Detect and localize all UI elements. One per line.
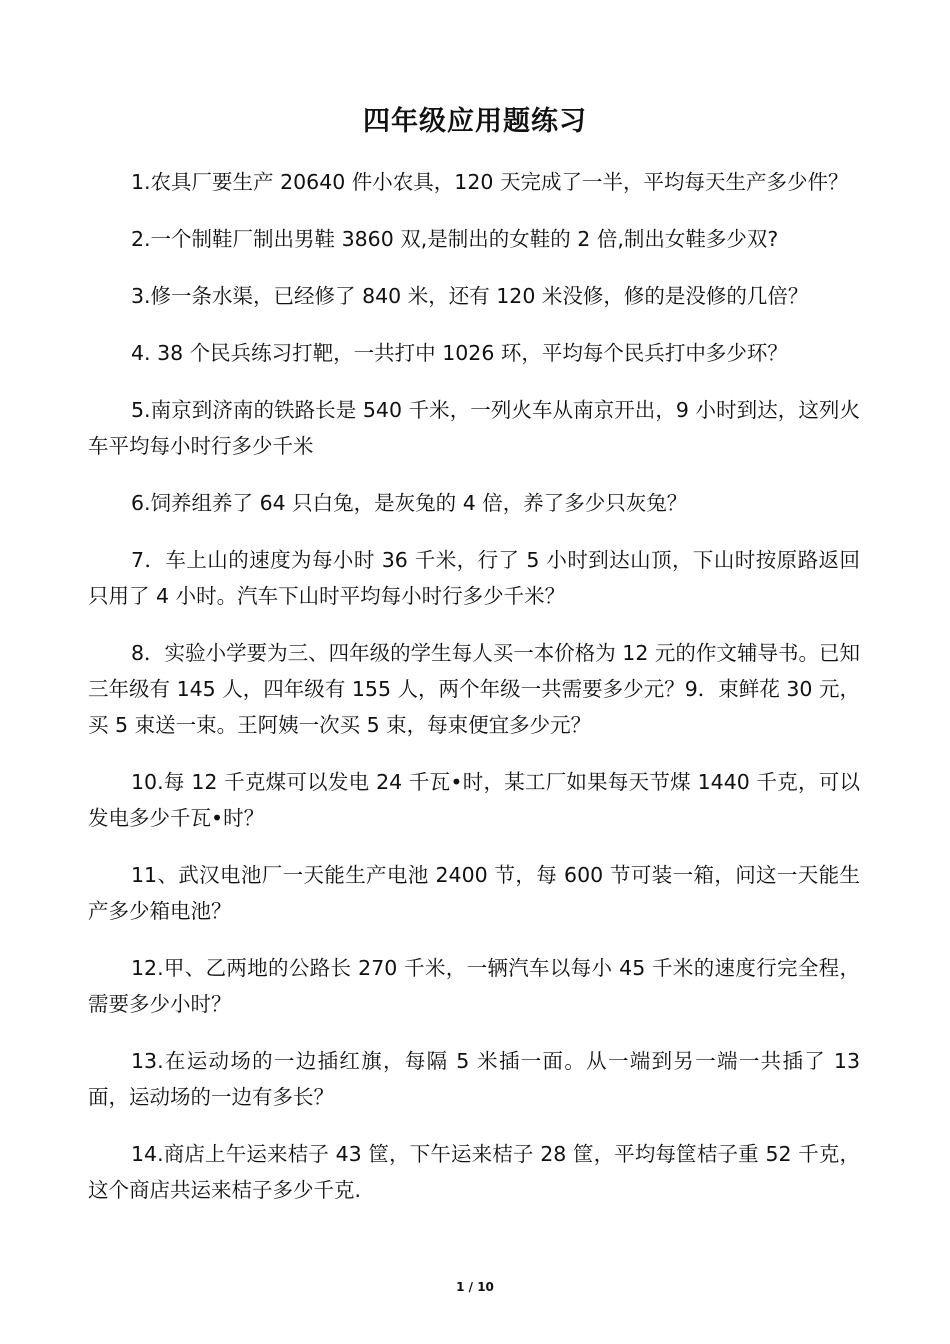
problem-7: 7．车上山的速度为每小时 36 千米，行了 5 小时到达山顶，下山时按原路返回只用了 4 小时。汽车下山时平均每小时行多少千米？ xyxy=(88,548,860,608)
problem-12: 12.甲、乙两地的公路长 270 千米，一辆汽车以每小 45 千米的速度行完全程，需要多少小时？ xyxy=(88,956,860,1016)
page-title: 四年级应用题练习 xyxy=(363,106,587,137)
problem-list xyxy=(88,164,860,1229)
problem-5: 5.南京到济南的铁路长是 540 千米，一列火车从南京开出，9 小时到达，这列火车平均每小时行多少千米 xyxy=(88,398,860,458)
problem-14: 14.商店上午运来桔子 43 筐，下午运来桔子 28 筐，平均每筐桔子重 52 千克，这个商店共运来桔子多少千克. xyxy=(88,1142,860,1202)
page-number xyxy=(0,1278,950,1296)
problem-8-9: 8．实验小学要为三、四年级的学生每人买一本价格为 12 元的作文辅导书。已知三年级有 145 人，四年级有 155 人，两个年级一共需要多少元？9．束鲜花 30 元，买 5 束送一束。王阿姨一次买 5 束，每束便宜多少元？ xyxy=(88,641,860,737)
problem-1: 1.农具厂要生产 20640 件小农具，120 天完成了一半，平均每天生产多少件？ xyxy=(131,170,849,194)
problem-3: 3.修一条水渠，已经修了 840 米，还有 120 米没修，修的是没修的几倍？ xyxy=(131,284,809,308)
problem-10: 10.每 12 千克煤可以发电 24 千瓦•时，某工厂如果每天节煤 1440 千克，可以发电多少千瓦•时？ xyxy=(88,770,860,830)
current-page-number: 1 xyxy=(456,1280,465,1294)
page-separator: / xyxy=(464,1280,478,1294)
problem-2: 2.一个制鞋厂制出男鞋 3860 双,是制出的女鞋的 2 倍,制出女鞋多少双? xyxy=(131,227,779,251)
problem-4: 4. 38 个民兵练习打靶，一共打中 1026 环，平均每个民兵打中多少环？ xyxy=(131,341,788,365)
problem-13: 13.在运动场的一边插红旗，每隔 5 米插一面。从一端到另一端一共插了 13 面，运动场的一边有多长？ xyxy=(88,1049,860,1109)
total-pages-number: 10 xyxy=(477,1280,494,1294)
problem-6: 6.饲养组养了 64 只白兔，是灰兔的 4 倍，养了多少只灰兔？ xyxy=(131,491,688,515)
problem-11: 11、武汉电池厂一天能生产电池 2400 节，每 600 节可装一箱，问这一天能生产多少箱电池？ xyxy=(88,863,860,923)
